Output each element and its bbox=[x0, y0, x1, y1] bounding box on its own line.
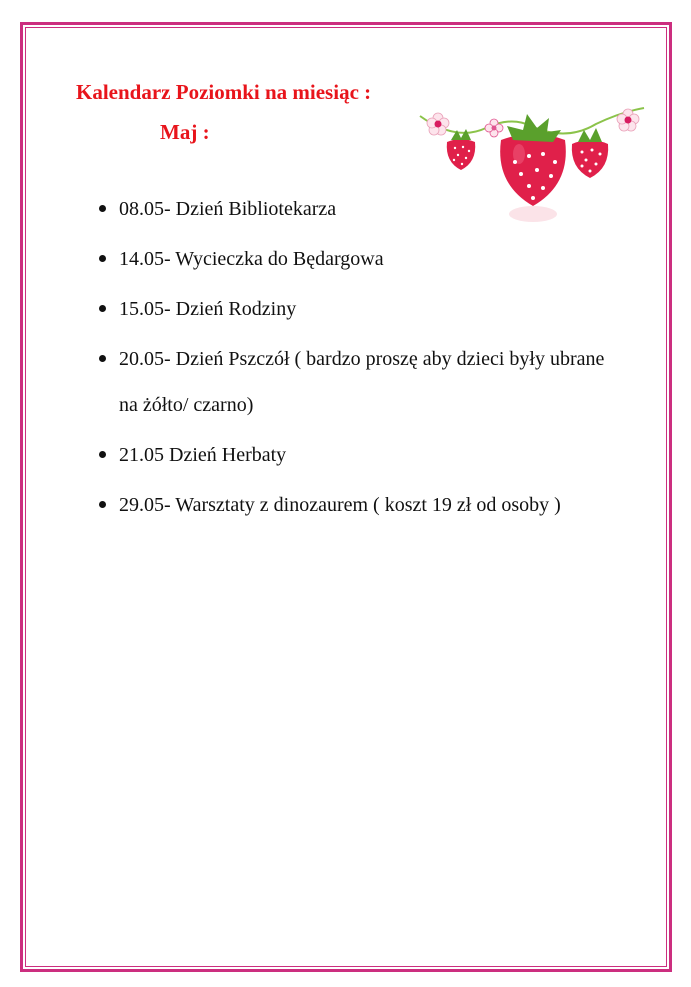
bullet-icon bbox=[99, 501, 106, 508]
bullet-icon bbox=[99, 255, 106, 262]
list-item bbox=[96, 336, 616, 428]
event-list bbox=[96, 186, 616, 532]
list-item bbox=[96, 186, 616, 232]
bullet-icon bbox=[99, 451, 106, 458]
event-text: 20.05- Dzień Pszczół ( bardzo proszę aby dzieci były ubrane na żółto/ czarno) bbox=[119, 348, 605, 416]
list-item bbox=[96, 236, 616, 282]
page-title: Kalendarz Poziomki na miesiąc : bbox=[76, 80, 372, 104]
bullet-icon bbox=[99, 205, 106, 212]
month-label: Maj : bbox=[160, 120, 210, 144]
list-item bbox=[96, 482, 616, 528]
bullet-icon bbox=[99, 305, 106, 312]
event-text: 14.05- Wycieczka do Będargowa bbox=[119, 248, 384, 270]
event-text: 15.05- Dzień Rodziny bbox=[119, 298, 297, 320]
event-text: 21.05 Dzień Herbaty bbox=[119, 444, 287, 466]
event-text: 29.05- Warsztaty z dinozaurem ( koszt 19 zł od osoby ) bbox=[119, 494, 561, 516]
list-item bbox=[96, 286, 616, 332]
bullet-icon bbox=[99, 355, 106, 362]
list-item bbox=[96, 432, 616, 478]
event-text: 08.05- Dzień Bibliotekarza bbox=[119, 198, 337, 220]
